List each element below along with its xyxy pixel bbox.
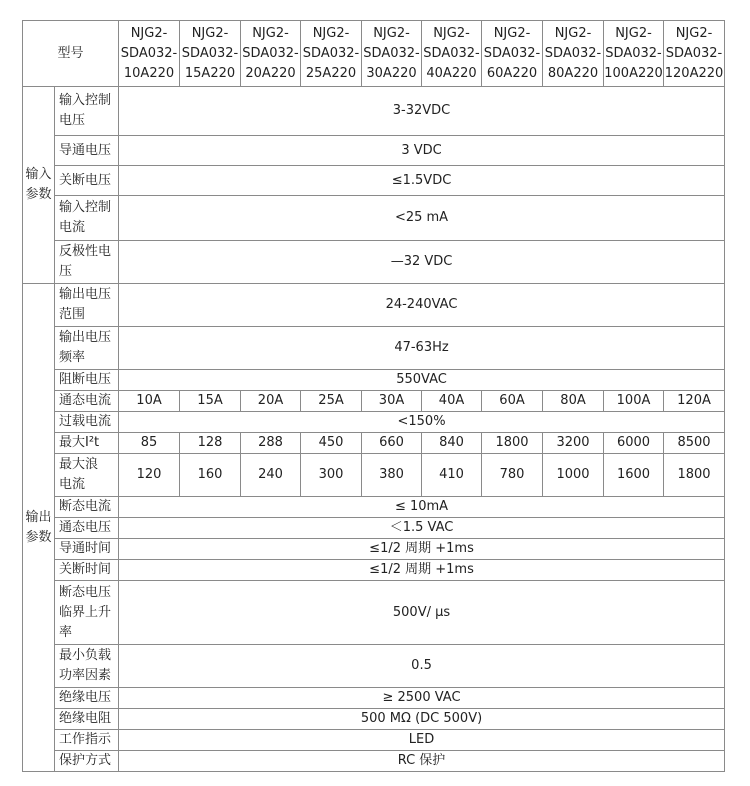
- model-header-cell: [422, 21, 482, 87]
- value-cell: 1800: [482, 433, 543, 454]
- value-cell-merged: ≤1/2 周期 +1ms: [119, 560, 725, 581]
- table-row: [23, 196, 725, 241]
- value-cell: 450: [301, 433, 362, 454]
- model-header-cell: [664, 21, 725, 87]
- model-label: 型号: [23, 21, 119, 87]
- row-label-line: 阻断电压: [59, 372, 112, 387]
- row-label-line: 最小负载: [59, 648, 112, 663]
- value-cell-merged: ≤1/2 周期 +1ms: [119, 539, 725, 560]
- model-name-line: NJG2-: [493, 25, 531, 41]
- value-cell: 780: [482, 454, 543, 497]
- row-label-line: 电压: [59, 113, 86, 128]
- table-row: [23, 751, 725, 772]
- row-label-line: 保护方式: [59, 753, 112, 768]
- model-name-line: 30A220: [366, 65, 417, 81]
- row-label: [55, 412, 119, 433]
- row-label-line: 绝缘电阻: [59, 711, 112, 726]
- row-label: [55, 454, 119, 497]
- model-name-line: SDA032-: [120, 45, 178, 61]
- value-cell: 1600: [604, 454, 664, 497]
- row-label: [55, 327, 119, 370]
- value-cell: 6000: [604, 433, 664, 454]
- row-label: [55, 709, 119, 730]
- table-row: [23, 166, 725, 196]
- row-label-line: 导通电压: [59, 142, 112, 158]
- model-name-line: 60A220: [486, 65, 538, 81]
- table-row: [23, 539, 725, 560]
- model-name-line: NJG2-: [675, 25, 713, 41]
- model-name-line: 25A220: [305, 65, 357, 81]
- row-label: [55, 751, 119, 772]
- value-cell: 840: [422, 433, 482, 454]
- value-cell: 3200: [543, 433, 604, 454]
- value-cell: 40A: [422, 391, 482, 412]
- table-row: [23, 560, 725, 581]
- group-label-line: 参数: [25, 529, 52, 545]
- row-label-line: 断态电压: [59, 584, 112, 600]
- table-row: [23, 709, 725, 730]
- value-cell: 660: [362, 433, 422, 454]
- row-label-line: 电流: [59, 477, 86, 492]
- row-label-line: 输出电压: [59, 330, 112, 345]
- table-row: [23, 433, 725, 454]
- value-cell-merged: LED: [119, 730, 725, 751]
- value-cell: 15A: [180, 391, 241, 412]
- group-input-params: [23, 87, 55, 284]
- value-cell-merged: 500V/ μs: [119, 581, 725, 645]
- row-label-line: 最大I²t: [59, 435, 100, 450]
- model-header-cell: [301, 21, 362, 87]
- table-row: [23, 136, 725, 166]
- value-cell-merged: —32 VDC: [119, 241, 725, 284]
- model-name-line: SDA032-: [242, 45, 299, 61]
- row-label-line: 频率: [59, 350, 86, 365]
- row-label-line: 绝缘电压: [59, 690, 112, 705]
- model-name-line: NJG2-: [191, 25, 229, 41]
- row-label: [55, 539, 119, 560]
- model-name-line: 40A220: [426, 65, 477, 81]
- model-name-line: NJG2-: [312, 25, 350, 41]
- model-name-line: 120A220: [664, 65, 724, 81]
- model-name-line: 15A220: [184, 65, 236, 81]
- row-label: [55, 136, 119, 166]
- row-label-line: 输出电压: [59, 287, 112, 302]
- value-cell-merged: ＜1.5 VAC: [119, 518, 725, 539]
- value-cell-merged: ≤1.5VDC: [119, 166, 725, 196]
- table-row: [23, 370, 725, 391]
- value-cell-merged: 550VAC: [119, 370, 725, 391]
- row-label: [55, 518, 119, 539]
- group-label-line: 参数: [25, 187, 52, 202]
- value-cell: 410: [422, 454, 482, 497]
- model-name-line: SDA032-: [181, 45, 239, 61]
- row-label-line: 工作指示: [59, 732, 112, 747]
- row-label-line: 压: [59, 264, 73, 279]
- value-cell: 300: [301, 454, 362, 497]
- value-cell: 10A: [119, 391, 180, 412]
- table-row: [23, 730, 725, 751]
- table-row: [23, 518, 725, 539]
- model-name-line: SDA032-: [605, 45, 662, 61]
- value-cell: 1800: [664, 454, 725, 497]
- group-label-line: 输出: [25, 509, 52, 525]
- row-label-line: 电流: [59, 220, 86, 235]
- row-label: [55, 581, 119, 645]
- model-header-cell: [482, 21, 543, 87]
- value-cell: 20A: [241, 391, 301, 412]
- model-name-line: NJG2-: [554, 25, 592, 41]
- value-cell-merged: <150%: [119, 412, 725, 433]
- model-name-line: NJG2-: [252, 25, 289, 41]
- row-label: [55, 87, 119, 136]
- value-cell: 380: [362, 454, 422, 497]
- value-cell-merged: 500 MΩ (DC 500V): [119, 709, 725, 730]
- row-label-line: 临界上升: [59, 604, 112, 620]
- row-label: [55, 645, 119, 688]
- row-label: [55, 370, 119, 391]
- row-label-line: 过载电流: [59, 414, 112, 429]
- model-header-cell: [604, 21, 664, 87]
- value-cell-merged: 47-63Hz: [119, 327, 725, 370]
- model-header-cell: [362, 21, 422, 87]
- value-cell: 30A: [362, 391, 422, 412]
- value-cell: 128: [180, 433, 241, 454]
- header-row: [23, 21, 725, 87]
- model-name-line: SDA032-: [544, 45, 602, 61]
- spec-table: [22, 20, 725, 772]
- value-cell-merged: 3-32VDC: [119, 87, 725, 136]
- value-cell: 120A: [664, 391, 725, 412]
- row-label-line: 关断时间: [59, 562, 112, 577]
- row-label: [55, 241, 119, 284]
- model-name-line: SDA032-: [423, 45, 480, 61]
- table-row: [23, 454, 725, 497]
- table-row: [23, 87, 725, 136]
- model-name-line: NJG2-: [130, 25, 168, 41]
- group-label-line: 输入: [25, 167, 52, 182]
- model-header-cell: [119, 21, 180, 87]
- row-label-line: 功率因素: [59, 668, 112, 683]
- row-label-line: 输入控制: [59, 200, 112, 215]
- row-label: [55, 196, 119, 241]
- row-label: [55, 166, 119, 196]
- value-cell: 25A: [301, 391, 362, 412]
- table-row: [23, 327, 725, 370]
- row-label: [55, 688, 119, 709]
- model-name-line: 80A220: [547, 65, 599, 81]
- value-cell-merged: 24-240VAC: [119, 284, 725, 327]
- table-row: [23, 688, 725, 709]
- row-label-line: 最大浪: [59, 457, 99, 472]
- row-label-line: 导通时间: [59, 541, 112, 556]
- model-name-line: NJG2-: [433, 25, 470, 41]
- value-cell-merged: <25 mA: [119, 196, 725, 241]
- row-label-line: 反极性电: [59, 244, 112, 259]
- table-row: [23, 497, 725, 518]
- model-name-line: NJG2-: [373, 25, 410, 41]
- row-label-line: 断态电流: [59, 499, 112, 514]
- table-row: [23, 241, 725, 284]
- model-header-cell: [543, 21, 604, 87]
- model-header-cell: [241, 21, 301, 87]
- model-name-line: NJG2-: [615, 25, 652, 41]
- row-label-line: 输入控制: [59, 93, 112, 108]
- value-cell-merged: ≤ 10mA: [119, 497, 725, 518]
- model-name-line: 20A220: [245, 65, 296, 81]
- row-label: [55, 730, 119, 751]
- value-cell: 1000: [543, 454, 604, 497]
- model-header-cell: [180, 21, 241, 87]
- value-cell: 100A: [604, 391, 664, 412]
- model-name-line: 100A220: [604, 65, 663, 81]
- row-label: [55, 497, 119, 518]
- row-label-line: 范围: [59, 307, 86, 322]
- value-cell-merged: RC 保护: [119, 751, 725, 772]
- table-row: [23, 581, 725, 645]
- row-label: [55, 284, 119, 327]
- table-row: [23, 645, 725, 688]
- model-name-line: SDA032-: [665, 45, 723, 61]
- value-cell: 80A: [543, 391, 604, 412]
- group-output-params: [23, 284, 55, 772]
- value-cell: 160: [180, 454, 241, 497]
- row-label: [55, 391, 119, 412]
- value-cell: 240: [241, 454, 301, 497]
- model-name-line: SDA032-: [363, 45, 420, 61]
- model-name-line: 10A220: [123, 65, 175, 81]
- value-cell-merged: 0.5: [119, 645, 725, 688]
- value-cell: 288: [241, 433, 301, 454]
- table-row: [23, 391, 725, 412]
- row-label-line: 关断电压: [59, 172, 112, 188]
- table-row: [23, 284, 725, 327]
- row-label-line: 率: [59, 624, 73, 640]
- row-label-line: 通态电流: [59, 393, 112, 408]
- value-cell: 85: [119, 433, 180, 454]
- value-cell: 8500: [664, 433, 725, 454]
- value-cell-merged: ≥ 2500 VAC: [119, 688, 725, 709]
- model-name-line: SDA032-: [483, 45, 541, 61]
- value-cell-merged: 3 VDC: [119, 136, 725, 166]
- row-label: [55, 433, 119, 454]
- model-name-line: SDA032-: [302, 45, 360, 61]
- value-cell: 60A: [482, 391, 543, 412]
- value-cell: 120: [119, 454, 180, 497]
- row-label: [55, 560, 119, 581]
- row-label-line: 通态电压: [59, 520, 112, 535]
- table-row: [23, 412, 725, 433]
